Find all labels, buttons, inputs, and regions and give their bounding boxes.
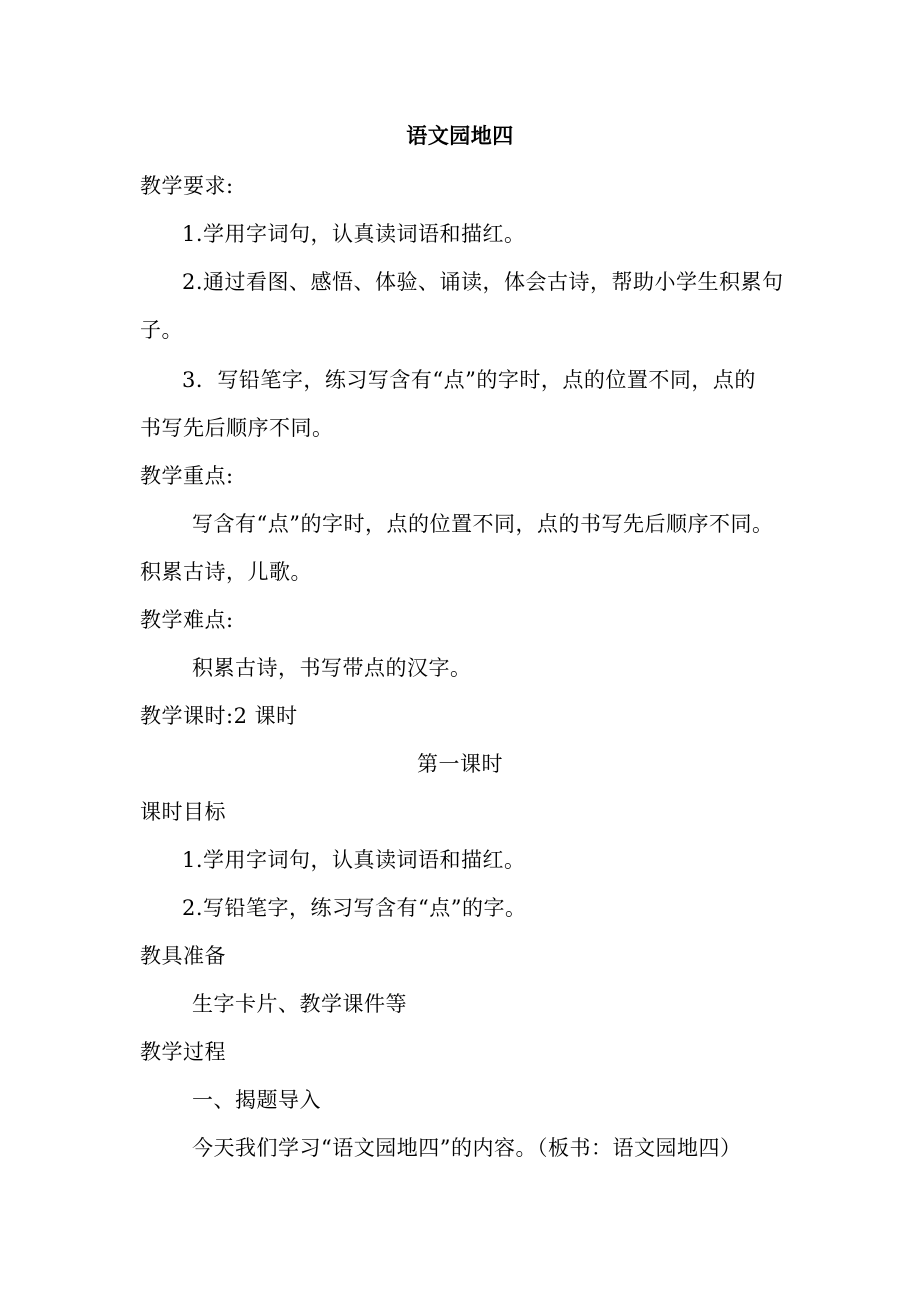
materials-text: 生字卡片、教学课件等 bbox=[192, 992, 407, 1016]
requirement-item-continuation: 子。 bbox=[140, 318, 183, 342]
difficulty-text: 积累古诗，书写带点的汉字。 bbox=[192, 656, 472, 680]
requirement-item: 2.通过看图、感悟、体验、诵读，体会古诗，帮助小学生积累句 bbox=[182, 270, 784, 294]
objective-item: 2.写铅笔字，练习写含有“点”的字。 bbox=[182, 896, 527, 920]
requirements-heading: 教学要求: bbox=[140, 174, 234, 198]
process-step: 一、揭题导入 bbox=[192, 1088, 321, 1112]
process-text: 今天我们学习“语文园地四”的内容。（板书：语文园地四） bbox=[192, 1136, 742, 1160]
process-heading: 教学过程 bbox=[140, 1040, 226, 1064]
requirement-item: 1.学用字词句，认真读词语和描红。 bbox=[182, 222, 526, 246]
requirement-item-continuation: 书写先后顺序不同。 bbox=[140, 416, 334, 440]
focus-heading: 教学重点: bbox=[140, 464, 234, 488]
teaching-hours: 教学课时:2 课时 bbox=[140, 704, 298, 728]
difficulty-heading: 教学难点: bbox=[140, 608, 234, 632]
focus-item: 积累古诗，儿歌。 bbox=[140, 560, 312, 584]
materials-heading: 教具准备 bbox=[140, 944, 226, 968]
focus-item: 写含有“点”的字时，点的位置不同，点的书写先后顺序不同。 bbox=[192, 512, 774, 536]
objectives-heading: 课时目标 bbox=[140, 800, 226, 824]
objective-item: 1.学用字词句，认真读词语和描红。 bbox=[182, 848, 526, 872]
document-title: 语文园地四 bbox=[406, 123, 514, 148]
requirement-item: 3．写铅笔字，练习写含有“点”的字时，点的位置不同，点的 bbox=[182, 368, 756, 392]
lesson-title: 第一课时 bbox=[417, 752, 503, 776]
